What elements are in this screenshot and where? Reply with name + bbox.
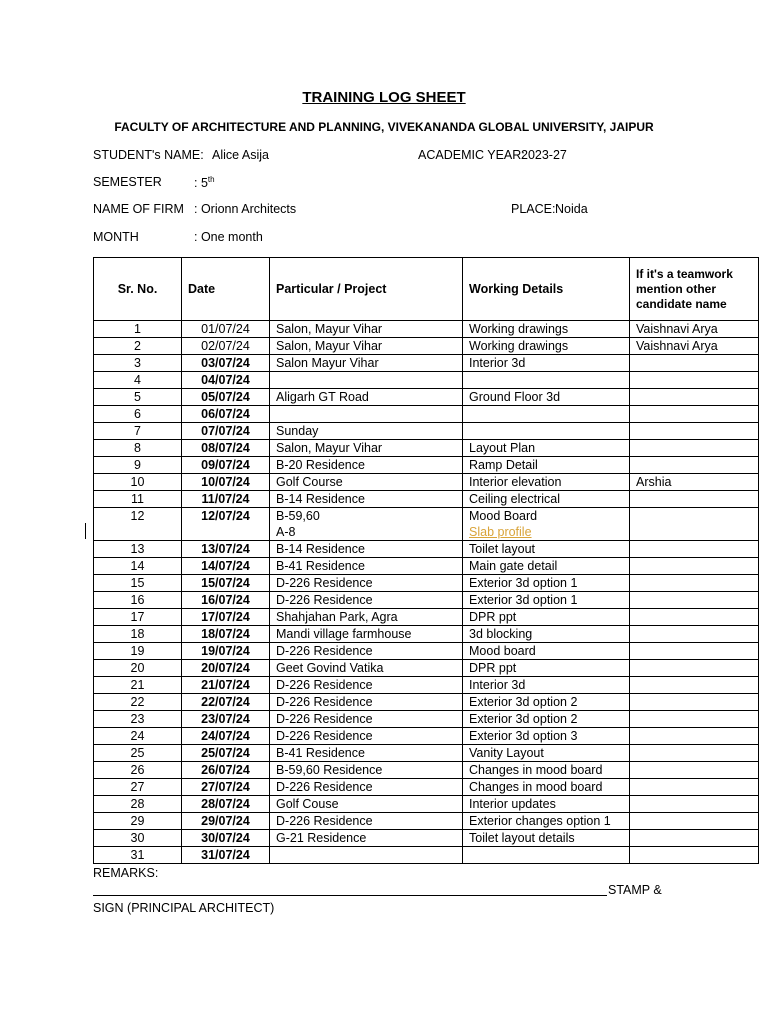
cell-sr-no: 20 (94, 660, 182, 677)
cell-working-details (463, 847, 630, 864)
cell-project: D-226 Residence (270, 711, 463, 728)
semester-label: SEMESTER (93, 175, 162, 189)
cell-teamwork (630, 372, 759, 389)
cell-project-line1: B-59,60 (276, 509, 320, 523)
cell-working-details: Exterior 3d option 2 (463, 694, 630, 711)
slab-profile-link[interactable]: Slab profile (469, 525, 532, 539)
cell-sr-no: 22 (94, 694, 182, 711)
cell-project: B-14 Residence (270, 491, 463, 508)
cell-project (270, 508, 463, 541)
cell-date: 13/07/24 (182, 541, 270, 558)
table-row (94, 457, 759, 474)
place-value: Noida (555, 202, 588, 216)
cell-project: Aligarh GT Road (270, 389, 463, 406)
cell-working-details: Exterior 3d option 1 (463, 592, 630, 609)
cell-sr-no: 23 (94, 711, 182, 728)
cell-date: 24/07/24 (182, 728, 270, 745)
cell-project: Salon, Mayur Vihar (270, 440, 463, 457)
cell-sr-no: 30 (94, 830, 182, 847)
cell-working-details: Exterior 3d option 1 (463, 575, 630, 592)
table-row (94, 830, 759, 847)
month-label: MONTH (93, 230, 139, 244)
table-row (94, 762, 759, 779)
header-sr-no: Sr. No. (94, 258, 182, 321)
cell-sr-no: 14 (94, 558, 182, 575)
cell-date: 31/07/24 (182, 847, 270, 864)
cell-project: D-226 Residence (270, 592, 463, 609)
table-row (94, 626, 759, 643)
cell-teamwork (630, 457, 759, 474)
cell-sr-no: 8 (94, 440, 182, 457)
cell-sr-no: 26 (94, 762, 182, 779)
cell-sr-no: 4 (94, 372, 182, 389)
cell-project (270, 406, 463, 423)
cell-teamwork: Vaishnavi Arya (630, 338, 759, 355)
cell-sr-no: 15 (94, 575, 182, 592)
cell-sr-no: 7 (94, 423, 182, 440)
cell-sr-no: 5 (94, 389, 182, 406)
cell-teamwork (630, 406, 759, 423)
cell-date: 16/07/24 (182, 592, 270, 609)
cell-project: D-226 Residence (270, 779, 463, 796)
cell-working-details: DPR ppt (463, 660, 630, 677)
academic-year-label: ACADEMIC YEAR: (418, 148, 525, 162)
cell-project: Salon Mayur Vihar (270, 355, 463, 372)
cell-teamwork (630, 660, 759, 677)
table-row (94, 491, 759, 508)
table-row (94, 796, 759, 813)
cell-teamwork (630, 508, 759, 541)
cell-working-details (463, 423, 630, 440)
cell-teamwork (630, 711, 759, 728)
table-row (94, 847, 759, 864)
cell-project: B-20 Residence (270, 457, 463, 474)
table-row (94, 440, 759, 457)
cell-project: G-21 Residence (270, 830, 463, 847)
cell-date: 08/07/24 (182, 440, 270, 457)
table-row (94, 694, 759, 711)
cell-sr-no: 2 (94, 338, 182, 355)
header-date: Date (182, 258, 270, 321)
cell-teamwork (630, 626, 759, 643)
table-row (94, 745, 759, 762)
cell-sr-no: 27 (94, 779, 182, 796)
table-row (94, 558, 759, 575)
cell-date: 05/07/24 (182, 389, 270, 406)
cell-sr-no: 6 (94, 406, 182, 423)
cell-working-details: Exterior 3d option 3 (463, 728, 630, 745)
cell-teamwork (630, 575, 759, 592)
cell-date: 09/07/24 (182, 457, 270, 474)
cell-teamwork (630, 728, 759, 745)
cell-teamwork (630, 355, 759, 372)
cell-project: Golf Couse (270, 796, 463, 813)
cell-working-details: Changes in mood board (463, 762, 630, 779)
table-row (94, 660, 759, 677)
cell-project (270, 372, 463, 389)
cell-teamwork: Vaishnavi Arya (630, 321, 759, 338)
cell-project: D-226 Residence (270, 728, 463, 745)
cell-project: Sunday (270, 423, 463, 440)
cell-date: 02/07/24 (182, 338, 270, 355)
cell-project: Mandi village farmhouse (270, 626, 463, 643)
header-project: Particular / Project (270, 258, 463, 321)
cell-working-details (463, 406, 630, 423)
cell-working-details: Vanity Layout (463, 745, 630, 762)
cell-working-details: Interior updates (463, 796, 630, 813)
cell-date: 26/07/24 (182, 762, 270, 779)
cell-date: 12/07/24 (182, 508, 270, 541)
cell-working-details: Mood board (463, 643, 630, 660)
cell-teamwork (630, 847, 759, 864)
table-row (94, 677, 759, 694)
cell-teamwork (630, 694, 759, 711)
cell-project: Shahjahan Park, Agra (270, 609, 463, 626)
cell-teamwork (630, 609, 759, 626)
cell-sr-no: 11 (94, 491, 182, 508)
cell-sr-no: 25 (94, 745, 182, 762)
cell-project: D-226 Residence (270, 813, 463, 830)
cell-teamwork (630, 440, 759, 457)
cell-project: B-41 Residence (270, 558, 463, 575)
table-row (94, 338, 759, 355)
cell-working-details: Interior 3d (463, 355, 630, 372)
cell-date: 27/07/24 (182, 779, 270, 796)
cell-sr-no: 28 (94, 796, 182, 813)
cell-sr-no: 18 (94, 626, 182, 643)
table-row (94, 321, 759, 338)
table-row (94, 728, 759, 745)
cell-teamwork (630, 491, 759, 508)
cell-teamwork (630, 796, 759, 813)
table-row (94, 779, 759, 796)
cell-working-details: Working drawings (463, 321, 630, 338)
table-row (94, 813, 759, 830)
cell-project: Salon, Mayur Vihar (270, 321, 463, 338)
cell-project (270, 847, 463, 864)
cell-project: D-226 Residence (270, 643, 463, 660)
cell-date: 20/07/24 (182, 660, 270, 677)
cell-working-details: Ground Floor 3d (463, 389, 630, 406)
stamp-label: STAMP & (608, 883, 662, 897)
cell-teamwork (630, 677, 759, 694)
cell-sr-no: 31 (94, 847, 182, 864)
cell-date: 29/07/24 (182, 813, 270, 830)
cell-date: 30/07/24 (182, 830, 270, 847)
semester-value: : 5th (194, 175, 215, 191)
table-row (94, 423, 759, 440)
cell-sr-no: 17 (94, 609, 182, 626)
cell-teamwork (630, 745, 759, 762)
cell-teamwork: Arshia (630, 474, 759, 491)
firm-value: : Orionn Architects (194, 202, 297, 216)
cell-working-details: Toilet layout (463, 541, 630, 558)
cell-teamwork (630, 830, 759, 847)
cell-date: 07/07/24 (182, 423, 270, 440)
cell-sr-no: 29 (94, 813, 182, 830)
cell-working-details: Changes in mood board (463, 779, 630, 796)
table-row (94, 474, 759, 491)
cell-working-details: Exterior 3d option 2 (463, 711, 630, 728)
table-row (94, 389, 759, 406)
cell-sr-no: 10 (94, 474, 182, 491)
sign-label: SIGN (PRINCIPAL ARCHITECT) (93, 901, 275, 915)
table-row (94, 592, 759, 609)
table-row (94, 609, 759, 626)
cell-project: Golf Course (270, 474, 463, 491)
cell-teamwork (630, 423, 759, 440)
cell-project: B-14 Residence (270, 541, 463, 558)
table-body (94, 321, 759, 864)
firm-label: NAME OF FIRM (93, 202, 184, 216)
header-teamwork: If it's a teamwork mention other candidate name (630, 258, 759, 321)
cell-date: 06/07/24 (182, 406, 270, 423)
student-name-value: Alice Asija (212, 148, 269, 162)
table-row (94, 508, 759, 541)
remarks-label: REMARKS: (93, 866, 159, 880)
cell-working-details (463, 372, 630, 389)
semester-superscript: th (207, 175, 215, 184)
cell-date: 17/07/24 (182, 609, 270, 626)
cell-working-details-line1: Mood Board (469, 509, 538, 523)
table-row (94, 711, 759, 728)
cell-project: D-226 Residence (270, 694, 463, 711)
cell-date: 25/07/24 (182, 745, 270, 762)
cell-sr-no: 21 (94, 677, 182, 694)
cell-date: 01/07/24 (182, 321, 270, 338)
cell-date: 18/07/24 (182, 626, 270, 643)
cell-sr-no: 24 (94, 728, 182, 745)
cell-teamwork (630, 762, 759, 779)
cell-date: 21/07/24 (182, 677, 270, 694)
table-row (94, 541, 759, 558)
table-row (94, 372, 759, 389)
cell-date: 14/07/24 (182, 558, 270, 575)
cell-project: D-226 Residence (270, 575, 463, 592)
cell-teamwork (630, 592, 759, 609)
cell-working-details: Exterior changes option 1 (463, 813, 630, 830)
cell-working-details: 3d blocking (463, 626, 630, 643)
cell-teamwork (630, 813, 759, 830)
cell-project: B-41 Residence (270, 745, 463, 762)
cell-working-details: Interior 3d (463, 677, 630, 694)
cell-working-details: Working drawings (463, 338, 630, 355)
cell-working-details: Interior elevation (463, 474, 630, 491)
cell-project-line2: A-8 (276, 525, 296, 539)
cell-teamwork (630, 779, 759, 796)
faculty-name: FACULTY OF ARCHITECTURE AND PLANNING, VIVEKANANDA GLOBAL UNIVERSITY, JAIPUR (114, 120, 654, 134)
cell-sr-no: 3 (94, 355, 182, 372)
cell-teamwork (630, 541, 759, 558)
cell-date: 11/07/24 (182, 491, 270, 508)
student-name-label: STUDENT's NAME: (93, 148, 204, 162)
cell-sr-no: 9 (94, 457, 182, 474)
table-row (94, 355, 759, 372)
document-title: TRAINING LOG SHEET (302, 89, 466, 106)
cell-project: Salon, Mayur Vihar (270, 338, 463, 355)
cell-sr-no: 13 (94, 541, 182, 558)
table-row (94, 643, 759, 660)
cell-date: 10/07/24 (182, 474, 270, 491)
cell-working-details: Ceiling electrical (463, 491, 630, 508)
cell-working-details (463, 508, 630, 541)
academic-year-value: 2023-27 (521, 148, 567, 162)
cell-working-details: Layout Plan (463, 440, 630, 457)
place-label: PLACE: (511, 202, 556, 216)
cell-sr-no: 12 (94, 508, 182, 541)
cell-date: 22/07/24 (182, 694, 270, 711)
table-row (94, 406, 759, 423)
training-log-table (93, 257, 759, 864)
cell-project: Geet Govind Vatika (270, 660, 463, 677)
cell-working-details: Toilet layout details (463, 830, 630, 847)
cell-sr-no: 19 (94, 643, 182, 660)
table-header-row (94, 258, 759, 321)
cell-sr-no: 1 (94, 321, 182, 338)
cell-sr-no: 16 (94, 592, 182, 609)
cell-working-details: DPR ppt (463, 609, 630, 626)
cell-project: B-59,60 Residence (270, 762, 463, 779)
cell-working-details: Main gate detail (463, 558, 630, 575)
cell-teamwork (630, 389, 759, 406)
cell-date: 15/07/24 (182, 575, 270, 592)
cell-project: D-226 Residence (270, 677, 463, 694)
cell-working-details: Ramp Detail (463, 457, 630, 474)
month-value: : One month (194, 230, 263, 244)
header-working-details: Working Details (463, 258, 630, 321)
cell-date: 03/07/24 (182, 355, 270, 372)
cell-teamwork (630, 558, 759, 575)
table-row (94, 575, 759, 592)
cell-date: 28/07/24 (182, 796, 270, 813)
signature-line (93, 895, 607, 896)
cell-teamwork (630, 643, 759, 660)
cell-date: 23/07/24 (182, 711, 270, 728)
cell-date: 04/07/24 (182, 372, 270, 389)
text-cursor (85, 523, 86, 539)
cell-date: 19/07/24 (182, 643, 270, 660)
